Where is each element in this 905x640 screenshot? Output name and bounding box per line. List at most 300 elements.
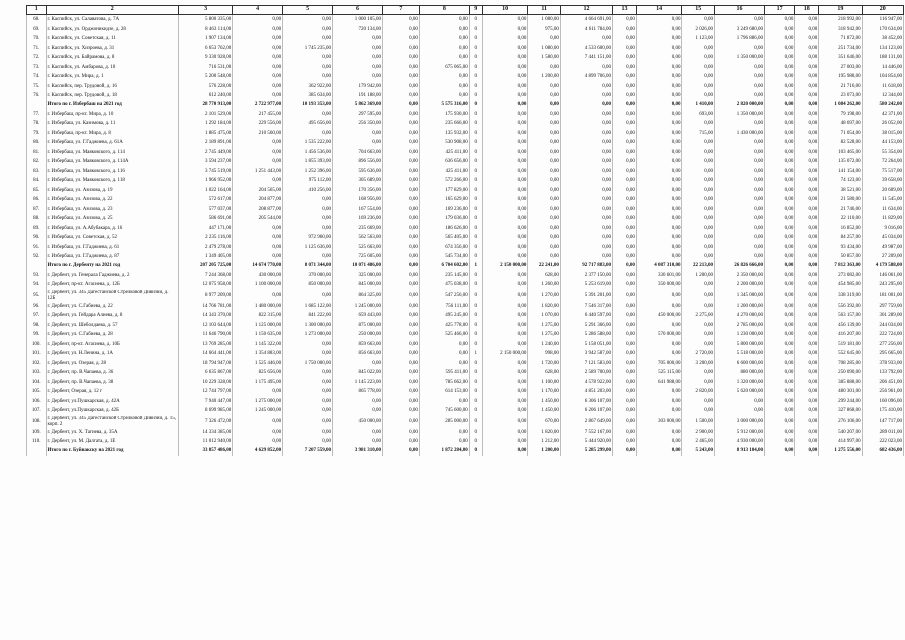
value-cell: 104 854,00 (862, 72, 903, 82)
value-cell: 456 139,00 (819, 321, 862, 331)
value-cell: 0,00 (482, 15, 528, 25)
value-cell: 0,00 (482, 378, 528, 388)
value-cell: 44 153,00 (862, 138, 903, 148)
address-cell: г. Дербент, ул. Гейдара Алиева, д. 8 (46, 311, 178, 321)
value-cell: 0,00 (682, 186, 715, 196)
value-cell: 0,00 (682, 157, 715, 167)
value-cell: 0,00 (333, 138, 383, 148)
value-cell: 0,00 (636, 34, 682, 44)
value-cell: 4 611 784,00 (560, 25, 612, 35)
value-cell: 303 000,00 (636, 416, 682, 428)
value-cell: 0,00 (382, 302, 419, 312)
value-cell: 6 206 107,00 (560, 406, 612, 416)
value-cell: 614 153,00 (419, 387, 469, 397)
value-cell: 14 334 385,00 (178, 428, 232, 438)
value-cell: 0,00 (419, 349, 469, 359)
value-cell: 495 656,00 (283, 119, 333, 129)
column-number: 9 (469, 6, 482, 15)
subtotal-row (27, 262, 904, 271)
row-number: 110. (27, 437, 47, 447)
value-cell: 0,00 (795, 129, 819, 139)
value-cell: 0,00 (482, 82, 528, 92)
value-cell: 0,00 (482, 148, 528, 158)
column-number: 12 (560, 6, 612, 15)
value-cell: 0,00 (764, 25, 794, 35)
value-cell: 3 000 000,00 (715, 416, 765, 428)
value-cell: 305 689,00 (333, 176, 383, 186)
value-cell: 0,00 (795, 280, 819, 290)
table-row (27, 271, 904, 281)
column-number: 19 (819, 6, 862, 15)
value-cell: 1 275,00 (528, 330, 561, 340)
value-cell: 133 792,00 (862, 368, 903, 378)
value-cell: 0,00 (482, 447, 528, 456)
value-cell: 0,00 (528, 138, 561, 148)
table-row (27, 15, 904, 25)
table-row (27, 428, 904, 438)
row-number: 79. (27, 129, 47, 139)
value-cell: 0,00 (560, 214, 612, 224)
value-cell: 0,00 (528, 101, 561, 110)
value-cell: 92 717 883,00 (560, 262, 612, 271)
value-cell: 530 908,00 (419, 138, 469, 148)
table-row (27, 110, 904, 120)
address-cell: г. Каспийск, ул. Салаватова, д. 7А (46, 15, 178, 25)
value-cell: 880 000,00 (715, 368, 765, 378)
value-cell: 0 (469, 321, 482, 331)
value-cell: 0,00 (482, 176, 528, 186)
address-cell: г. Избербаш, ул. Маяковского, д. 118 (46, 176, 178, 186)
value-cell: 222 724,00 (862, 330, 903, 340)
value-cell: 0,00 (382, 252, 419, 262)
table-row (27, 205, 904, 215)
address-cell: г. Избербаш, ул. Азизова, д. 22 (46, 195, 178, 205)
value-cell: 0,00 (795, 25, 819, 35)
value-cell: 1 535 222,00 (283, 138, 333, 148)
value-cell: 0,00 (795, 447, 819, 456)
value-cell: 0,00 (283, 63, 333, 73)
value-cell: 845 022,00 (333, 368, 383, 378)
value-cell: 11 618,00 (862, 82, 903, 92)
address-cell: г. Дербент, ул. Шеболдаева, д. 57 (46, 321, 178, 331)
value-cell: 0,00 (795, 437, 819, 447)
value-cell: 875 000,00 (333, 321, 383, 331)
table-row (27, 53, 904, 63)
value-cell: 0,00 (715, 119, 765, 129)
value-cell: 0,00 (764, 416, 794, 428)
value-cell: 3 981 310,00 (333, 447, 383, 456)
value-cell: 0,00 (419, 359, 469, 369)
value-cell: 0,00 (764, 34, 794, 44)
value-cell: 0,00 (482, 157, 528, 167)
value-cell: 0,00 (613, 437, 637, 447)
address-cell: г. Каспийск, пер. Трудовой, д. 16 (46, 82, 178, 92)
value-cell: 0,00 (764, 262, 794, 271)
value-cell: 572 266,00 (419, 176, 469, 186)
value-cell: 0,00 (482, 63, 528, 73)
value-cell: 0,00 (682, 63, 715, 73)
value-cell: 362 922,00 (283, 82, 333, 92)
value-cell: 12 344,00 (862, 91, 903, 101)
value-cell: 5 200 548,00 (178, 72, 232, 82)
value-cell: 0,00 (528, 148, 561, 158)
value-cell: 0,00 (482, 119, 528, 129)
value-cell: 447 171,00 (178, 224, 232, 234)
value-cell: 3 594 237,00 (178, 157, 232, 167)
value-cell: 1 349 405,00 (178, 252, 232, 262)
value-cell: 0,00 (613, 214, 637, 224)
value-cell: 7 940 447,00 (178, 397, 232, 407)
value-cell: 16 852,00 (819, 224, 862, 234)
value-cell: 1 345 000,00 (715, 290, 765, 302)
value-cell: 1 320 000,00 (715, 378, 765, 388)
value-cell: 0,00 (613, 271, 637, 281)
value-cell: 0,00 (613, 15, 637, 25)
value-cell: 0,00 (636, 176, 682, 186)
value-cell: 0,00 (283, 252, 333, 262)
value-cell: 71 054,00 (819, 129, 862, 139)
value-cell: 0,00 (482, 186, 528, 196)
value-cell: 0,00 (382, 416, 419, 428)
table-row (27, 416, 904, 428)
value-cell: 5 444 920,00 (560, 437, 612, 447)
value-cell: 0,00 (795, 138, 819, 148)
value-cell: 0,00 (715, 252, 765, 262)
value-cell: 0,00 (715, 148, 765, 158)
address-cell: г. Дербент, ул. М. Далгата, д. 1Е (46, 437, 178, 447)
value-cell: 217 455,00 (233, 110, 283, 120)
value-cell: 0,00 (636, 101, 682, 110)
value-cell: 0,00 (613, 397, 637, 407)
value-cell: 10 071 486,00 (333, 262, 383, 271)
value-cell: 0 (469, 82, 482, 92)
value-cell: 0,00 (560, 82, 612, 92)
value-cell: 167 554,00 (333, 205, 383, 215)
value-cell: 595 411,00 (419, 368, 469, 378)
value-cell: 0,00 (233, 15, 283, 25)
table-row (27, 167, 904, 177)
value-cell: 0,00 (764, 63, 794, 73)
value-cell: 0,00 (795, 416, 819, 428)
table-row (27, 148, 904, 158)
value-cell: 0,00 (528, 233, 561, 243)
value-cell: 425 411,00 (419, 148, 469, 158)
value-cell: 10 229 328,00 (178, 378, 232, 388)
value-cell: 0,00 (283, 368, 333, 378)
value-cell: 0,00 (482, 416, 528, 428)
value-cell: 0,00 (613, 243, 637, 253)
value-cell: 208 877,00 (233, 205, 283, 215)
value-cell: 1 410,00 (682, 101, 715, 110)
value-cell: 0 (469, 378, 482, 388)
value-cell: 1 200,00 (528, 447, 561, 456)
value-cell: 0,00 (382, 406, 419, 416)
value-cell: 628,00 (528, 368, 561, 378)
value-cell: 0,00 (636, 157, 682, 167)
value-cell: 0,00 (382, 101, 419, 110)
value-cell: 4 899 706,00 (560, 72, 612, 82)
value-cell: 22 110,00 (819, 214, 862, 224)
value-cell: 378 933,00 (862, 359, 903, 369)
value-cell: 0,00 (613, 368, 637, 378)
value-cell: 0,00 (764, 359, 794, 369)
row-number (27, 101, 47, 110)
value-cell: 0,00 (636, 44, 682, 54)
value-cell: 1 (469, 262, 482, 271)
address-cell: г. Дербент, ул. Н.Ленина, д. 1А (46, 349, 178, 359)
value-cell: 177 829,00 (419, 186, 469, 196)
value-cell: 0 (469, 252, 482, 262)
value-cell: 0,00 (382, 167, 419, 177)
value-cell: 0,00 (613, 138, 637, 148)
value-cell: 0,00 (636, 119, 682, 129)
row-number: 89. (27, 224, 47, 234)
value-cell: 0,00 (795, 311, 819, 321)
value-cell: 0,00 (613, 186, 637, 196)
value-cell: 636 656,00 (419, 157, 469, 167)
value-cell: 0,00 (528, 195, 561, 205)
value-cell: 179 942,00 (333, 82, 383, 92)
value-cell: 0,00 (636, 53, 682, 63)
value-cell: 8 699 985,00 (178, 406, 232, 416)
value-cell: 0,00 (682, 176, 715, 186)
address-cell: г. Избербаш, пр-кт. Мира, д. 10 (46, 110, 178, 120)
row-number: 70. (27, 34, 47, 44)
value-cell: 0,00 (482, 311, 528, 321)
value-cell: 0,00 (382, 44, 419, 54)
value-cell: 7 546 317,00 (560, 302, 612, 312)
value-cell: 1 480 000,00 (233, 302, 283, 312)
column-number: 17 (764, 6, 794, 15)
value-cell: 8 463 114,00 (178, 25, 232, 35)
value-cell: 0,00 (482, 167, 528, 177)
value-cell: 0,00 (795, 271, 819, 281)
value-cell: 0,00 (528, 91, 561, 101)
value-cell: 3 942 587,00 (560, 349, 612, 359)
value-cell: 0,00 (795, 262, 819, 271)
value-cell: 0,00 (482, 91, 528, 101)
value-cell: 577 037,00 (178, 205, 232, 215)
table-row (27, 437, 904, 447)
value-cell: 525 466,00 (419, 330, 469, 340)
table-row (27, 321, 904, 331)
value-cell: 0,00 (528, 243, 561, 253)
value-cell: 0,00 (764, 349, 794, 359)
value-cell: 39 658,00 (862, 176, 903, 186)
value-cell: 0,00 (715, 44, 765, 54)
value-cell: 5 291 366,00 (560, 321, 612, 331)
value-cell: 6 306 107,00 (560, 397, 612, 407)
value-cell: 204 565,00 (233, 186, 283, 196)
value-cell: 0,00 (233, 233, 283, 243)
value-cell: 0,00 (482, 53, 528, 63)
value-cell: 430 000,00 (233, 271, 283, 281)
column-number-row (27, 6, 904, 15)
value-cell: 0,00 (764, 387, 794, 397)
value-cell: 0,00 (233, 416, 283, 428)
value-cell: 0,00 (682, 340, 715, 350)
value-cell: 0,00 (636, 148, 682, 158)
value-cell: 0,00 (382, 157, 419, 167)
value-cell: 9 330 928,00 (178, 53, 232, 63)
address-cell: г. Избербаш, ул. А.Абубакара, д. 16 (46, 224, 178, 234)
value-cell: 20 609,00 (862, 186, 903, 196)
value-cell: 0,00 (682, 53, 715, 63)
value-cell: 0,00 (682, 44, 715, 54)
value-cell: 0,00 (682, 378, 715, 388)
value-cell: 0,00 (283, 349, 333, 359)
row-number: 68. (27, 15, 47, 25)
value-cell: 1 720,00 (528, 359, 561, 369)
value-cell: 38 452,00 (862, 34, 903, 44)
value-cell: 0,00 (613, 252, 637, 262)
value-cell: 2 820 000,00 (715, 101, 765, 110)
value-cell: 0,00 (795, 368, 819, 378)
value-cell: 165 629,00 (419, 195, 469, 205)
value-cell: 0,00 (560, 138, 612, 148)
address-cell: г. Каспийск, ул. Советская, д. 11 (46, 34, 178, 44)
value-cell: 204 877,00 (233, 195, 283, 205)
value-cell: 169 236,00 (333, 214, 383, 224)
value-cell: 1 820,00 (528, 302, 561, 312)
value-cell: 0,00 (419, 25, 469, 35)
value-cell: 1 245 000,00 (233, 406, 283, 416)
value-cell: 1 022 164,00 (178, 186, 232, 196)
value-cell: 0,00 (636, 15, 682, 25)
value-cell: 2 150 000,00 (482, 262, 528, 271)
value-cell: 0,00 (233, 25, 283, 35)
value-cell: 0,00 (715, 397, 765, 407)
value-cell: 42 371,00 (862, 110, 903, 120)
value-cell: 682 436,00 (862, 447, 903, 456)
value-cell: 4 664 691,00 (560, 15, 612, 25)
value-cell: 670,00 (528, 416, 561, 428)
value-cell: 0 (469, 119, 482, 129)
value-cell: 0 (469, 195, 482, 205)
value-cell: 4 629 852,00 (233, 447, 283, 456)
address-cell: г. Избербаш, ул. Маяковского, д. 114А (46, 157, 178, 167)
value-cell: 0,00 (482, 387, 528, 397)
value-cell: 0,00 (528, 63, 561, 73)
address-cell: г. Дербент, ул. С.Габиева, д. 22 (46, 302, 178, 312)
value-cell: 4 930 000,00 (715, 437, 765, 447)
value-cell: 210 560,00 (233, 129, 283, 139)
value-cell: 0,00 (382, 15, 419, 25)
value-cell: 0,00 (636, 349, 682, 359)
table-row (27, 157, 904, 167)
value-cell: 1 275 556,00 (819, 447, 862, 456)
value-cell: 0,00 (636, 72, 682, 82)
value-cell: 0 (469, 91, 482, 101)
address-cell: г. Дербент, ул. 345 Дагестанской Стрелковой Дивизии, д. 15, корп. 2 (46, 416, 178, 428)
address-cell: Итого по г. Избербаш на 2021 год (46, 101, 178, 110)
value-cell: 410 256,00 (283, 186, 333, 196)
value-cell: 1 270,00 (528, 290, 561, 302)
table-row (27, 397, 904, 407)
value-cell: 0,00 (233, 138, 283, 148)
value-cell: 10 193 353,00 (283, 101, 333, 110)
value-cell: 71 872,00 (819, 34, 862, 44)
value-cell: 0,00 (382, 224, 419, 234)
value-cell: 0,00 (482, 34, 528, 44)
row-number: 69. (27, 25, 47, 35)
value-cell: 0 (469, 34, 482, 44)
value-cell: 0,00 (613, 302, 637, 312)
value-cell: 0 (469, 271, 482, 281)
value-cell: 0,00 (764, 378, 794, 388)
value-cell: 0,00 (528, 157, 561, 167)
value-cell: 0,00 (419, 53, 469, 63)
value-cell: 0,00 (715, 91, 765, 101)
program-table (26, 5, 904, 456)
row-number: 93. (27, 271, 47, 281)
value-cell: 1 300 000,00 (283, 321, 333, 331)
value-cell: 327 868,00 (819, 406, 862, 416)
row-number: 108. (27, 416, 47, 428)
value-cell: 708 285,00 (819, 359, 862, 369)
value-cell: 0 (469, 387, 482, 397)
row-number: 90. (27, 233, 47, 243)
value-cell: 454 985,00 (819, 280, 862, 290)
value-cell: 0,00 (233, 148, 283, 158)
value-cell: 0,00 (764, 437, 794, 447)
table-row (27, 224, 904, 234)
value-cell: 5 518 000,00 (715, 349, 765, 359)
value-cell: 2 589 700,00 (560, 368, 612, 378)
value-cell: 0 (469, 340, 482, 350)
value-cell: 103 465,00 (819, 148, 862, 158)
value-cell: 586 691,00 (178, 214, 232, 224)
value-cell: 425 778,00 (419, 321, 469, 331)
table-row (27, 214, 904, 224)
value-cell: 0,00 (482, 25, 528, 35)
value-cell: 0,00 (560, 119, 612, 129)
column-number: 18 (795, 6, 819, 15)
value-cell: 350 000,00 (636, 280, 682, 290)
row-number: 97. (27, 311, 47, 321)
value-cell: 0,00 (613, 387, 637, 397)
value-cell: 0,00 (795, 101, 819, 110)
value-cell: 552 645,00 (819, 349, 862, 359)
value-cell: 998,00 (528, 349, 561, 359)
row-number: 88. (27, 214, 47, 224)
value-cell: 7 552 167,00 (560, 428, 612, 438)
value-cell: 7 121 583,00 (560, 359, 612, 369)
table-row (27, 129, 904, 139)
value-cell: 0,00 (764, 243, 794, 253)
value-cell: 3 249 680,00 (715, 25, 765, 35)
value-cell: 0,00 (419, 72, 469, 82)
value-cell: 48 697,00 (819, 119, 862, 129)
value-cell: 0,00 (613, 262, 637, 271)
value-cell: 0,00 (795, 302, 819, 312)
value-cell: 5 620 000,00 (715, 387, 765, 397)
value-cell: 0,00 (795, 359, 819, 369)
row-number: 101. (27, 349, 47, 359)
value-cell: 0,00 (482, 271, 528, 281)
value-cell: 0,00 (715, 63, 765, 73)
value-cell: 0 (469, 406, 482, 416)
value-cell: 0,00 (283, 214, 333, 224)
table-row (27, 290, 904, 302)
value-cell: 1 212,00 (528, 437, 561, 447)
value-cell: 330 601,00 (636, 271, 682, 281)
value-cell: 385 888,00 (819, 378, 862, 388)
value-cell: 0,00 (333, 129, 383, 139)
value-cell: 0,00 (795, 233, 819, 243)
value-cell: 0,00 (795, 378, 819, 388)
value-cell: 0,00 (764, 311, 794, 321)
